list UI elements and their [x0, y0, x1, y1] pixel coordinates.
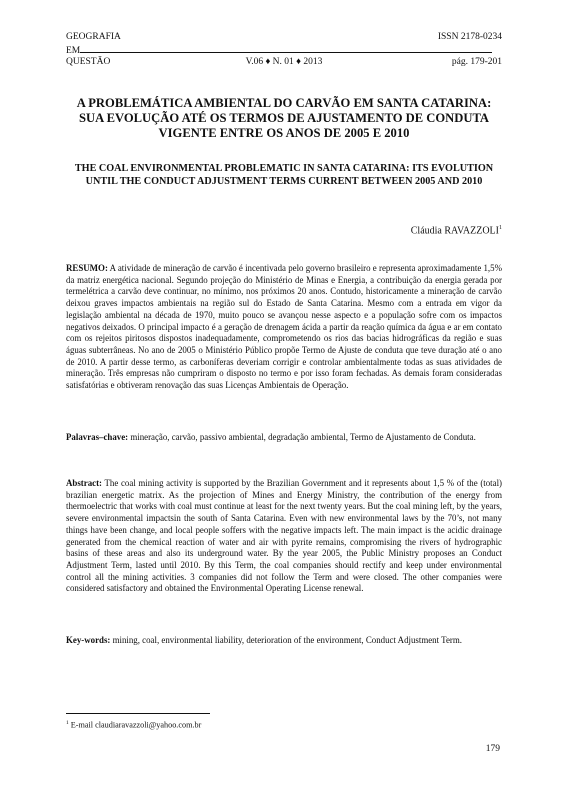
keywords [66, 635, 502, 647]
resumo-label: RESUMO: [66, 263, 108, 273]
footnote-marker: 1 [66, 720, 69, 726]
volume-info: V.06 ♦ N. 01 ♦ 2013 [245, 57, 323, 67]
journal-name-line3: QUESTÃO [66, 57, 111, 67]
palavras-chave [66, 432, 502, 444]
title-portuguese: A PROBLEMÁTICA AMBIENTAL DO CARVÃO EM SANTA CATARINA: SUA EVOLUÇÃO ATÉ OS TERMOS DE AJUSTAMENTO DE CONDUTA VIGENTE ENTRE OS ANOS DE 2005 E 2010 [76, 96, 492, 140]
page-number: 179 [485, 744, 500, 754]
journal-name-line1: GEOGRAFIA [66, 32, 121, 42]
footnote [66, 718, 201, 731]
abstract [66, 478, 502, 595]
resumo [66, 263, 502, 392]
issn: ISSN 2178-0234 [437, 32, 502, 42]
header-rule [80, 43, 492, 53]
author-footnote-marker: 1 [499, 225, 502, 231]
title-english: THE COAL ENVIRONMENTAL PROBLEMATIC IN SANTA CATARINA: ITS EVOLUTION UNTIL THE CONDUCT ADJUSTMENT TERMS CURRENT BETWEEN 2005 AND 2010 [74, 163, 494, 187]
palavras-chave-text: mineração, carvão, passivo ambiental, degradação ambiental, Termo de Ajustamento de Conduta. [130, 432, 476, 442]
palavras-chave-label: Palavras–chave: [66, 432, 129, 442]
abstract-label: Abstract: [66, 478, 102, 488]
keywords-text: mining, coal, environmental liability, deterioration of the environment, Conduct Adjustment Term. [112, 635, 462, 645]
author [411, 222, 502, 237]
running-header [66, 32, 502, 68]
footnote-text: E-mail claudiaravazzoli@yahoo.com.br [70, 720, 202, 730]
abstract-text: The coal mining activity is supported by the Brazilian Government and it represents about 1,5 % of the (total) brazilian energetic matrix. As the projection of Mines and Energy Ministry, the contribution of the energy from thermoelectric that works with coal must continue at least for the next twenty years. But the coal mining left, by the years, severe environmental impactsin the south of Santa Catarina. Even with new environmental laws by the 70’s, not many things have been change, and local people soffers with the negative impacts left. The main impact is the acidic drainage generated from the chemical reaction of water and air with pyrite remains, compromising the rivers of hydrographic basins of these areas and also its underground water. By the year 2005, the Public Ministry proposes an Conduct Adjustment Term, lasted until 2010. By this Term, the coal companies should rectify and keep under environmental control all the mining activities. 3 companies did not follow the Term and were closed. The other companies were considered satisfactory and obtained the Environmental Operating License renewal. [66, 478, 502, 594]
resumo-text: A atividade de mineração de carvão é incentivada pelo governo brasileiro e representa aproximadamente 1,5% da matriz energética nacional. Segundo projeção do Ministério de Minas e Energia, a contribuição da energia gerada por termelétrica a carvão deve continuar, no mínimo, nos próximos 20 anos. Contudo, historicamente a mineração de carvão deixou graves impactos ambientais na região sul do Estado de Santa Catarina. Mesmo com a entrada em vigor da legislação ambiental na década de 1970, muito pouco se avançou nesse aspecto e a população sofre com os impactos negativos deixados. O principal impacto é a geração de drenagem ácida a partir da reação química da água e ar em contato com os rejeitos piritosos dispostos inadequadamente, comprometendo os rios das bacias hidrográficas da região e suas águas subterrâneas. No ano de 2005 o Ministério Público propõe Termo de Ajuste de conduta que teve duração até o ano de 2010. A partir desse termo, as carboníferas deveriam corrigir e controlar ambientalmente todas as suas atividades de mineração. Três empresas não cumpriram o disposto no termo e por isso foram fechadas. As demais foram consideradas satisfatórias e obtiveram renovação das suas Licenças Ambientais de Operação. [66, 263, 502, 391]
journal-name-line2: EM [66, 46, 81, 56]
author-name: Cláudia RAVAZZOLI [410, 225, 499, 237]
footnote-rule [66, 713, 210, 714]
page-range: pág. 179-201 [451, 57, 502, 67]
keywords-label: Key-words: [66, 635, 111, 645]
